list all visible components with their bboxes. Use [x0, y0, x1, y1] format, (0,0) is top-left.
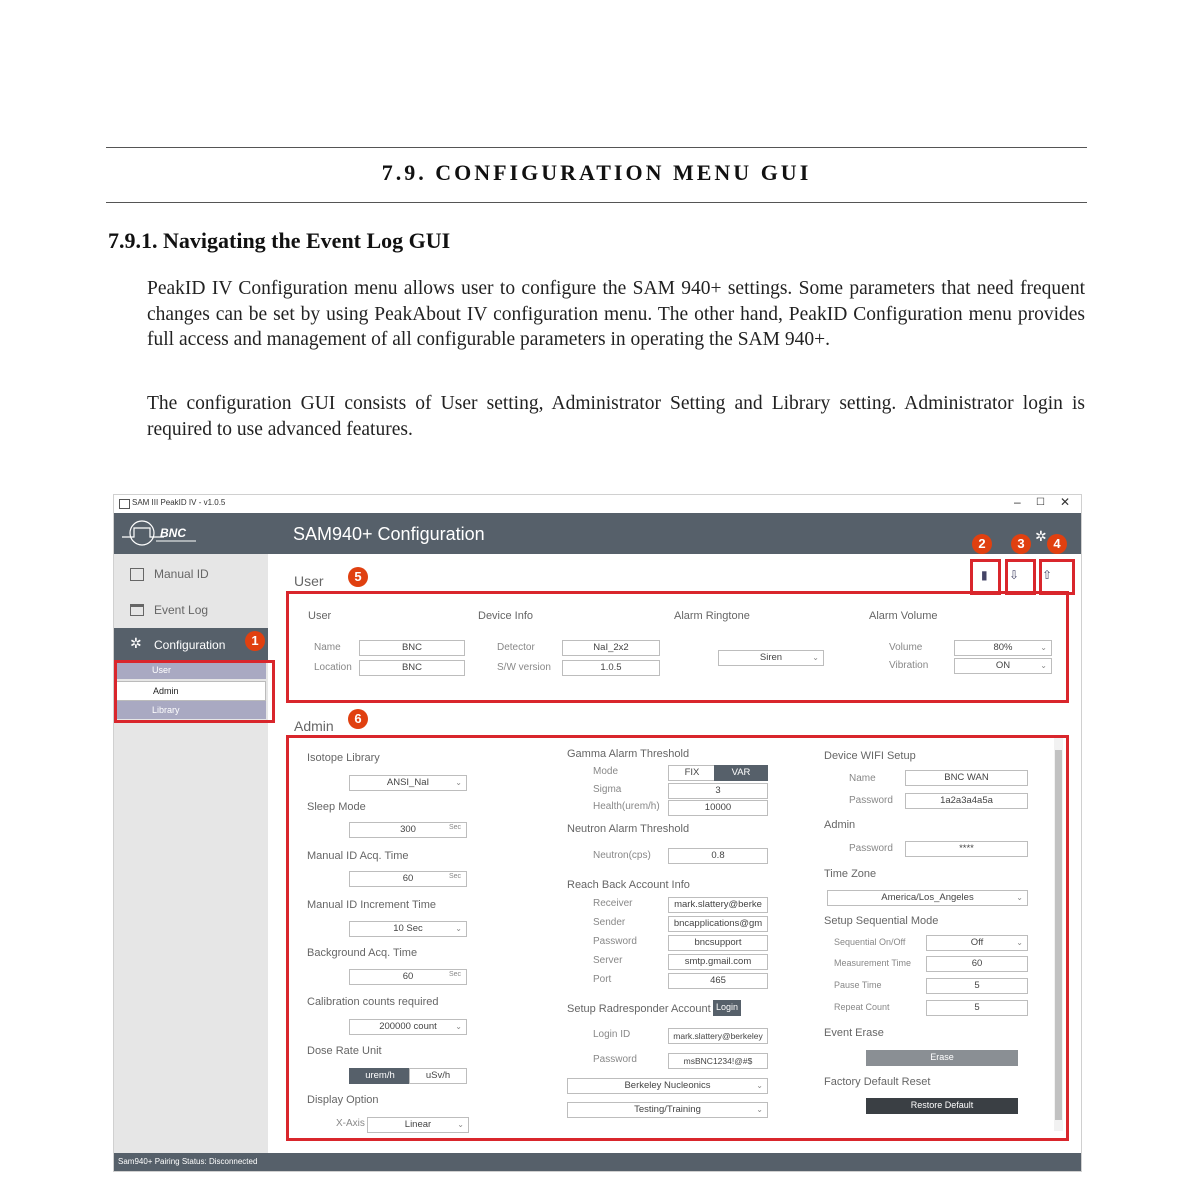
server-field[interactable]: smtp.gmail.com — [668, 954, 768, 970]
sw-version-label: S/W version — [497, 662, 551, 673]
chevron-down-icon: ⌄ — [1040, 643, 1047, 652]
sidebar — [114, 513, 268, 1153]
chevron-down-icon: ⌄ — [1016, 938, 1023, 947]
mode-fix-button[interactable]: FIX — [668, 765, 716, 781]
radresponder-password-label: Password — [593, 1054, 637, 1065]
wifi-name-label: Name — [849, 773, 876, 784]
usb-icon[interactable]: ▮ — [981, 568, 988, 582]
highlight-submenu — [114, 660, 275, 723]
sequential-onoff-value: Off — [970, 937, 984, 948]
detector-field: NaI_2x2 — [562, 640, 660, 656]
neutron-threshold-label: Neutron Alarm Threshold — [567, 823, 690, 835]
wifi-password-field[interactable]: 1a2a3a4a5a — [905, 793, 1028, 809]
pairing-status: Sam940+ Pairing Status: Disconnected — [118, 1157, 258, 1166]
window-title: SAM III PeakID IV - v1.0.5 — [132, 498, 226, 507]
highlight-upload — [1039, 559, 1075, 595]
badge-1: 1 — [245, 631, 265, 651]
device-info-heading: Device Info — [478, 610, 534, 622]
title-bar — [114, 495, 1081, 513]
maximize-button[interactable]: ☐ — [1036, 497, 1045, 508]
port-label: Port — [593, 974, 612, 985]
manual-inc-label: Manual ID Increment Time — [307, 899, 436, 911]
radresponder-password-field[interactable]: msBNC1234!@#$ — [668, 1053, 768, 1069]
measurement-time-field[interactable]: 60 — [926, 956, 1028, 972]
paragraph-gui: The configuration GUI consists of User setting, Administrator Setting and Library setting. Administrator login is required to use advanced features. — [147, 393, 1085, 440]
port-field[interactable]: 465 — [668, 973, 768, 989]
minimize-button[interactable]: – — [1014, 495, 1021, 509]
status-bar — [114, 1153, 1081, 1171]
health-label: Health(urem/h) — [593, 801, 660, 812]
sigma-field[interactable]: 3 — [668, 783, 768, 799]
logo-text: BNC — [160, 526, 186, 540]
unit-label: Sec — [448, 873, 461, 880]
user-location-field[interactable]: BNC — [359, 660, 465, 676]
badge-3: 3 — [1011, 534, 1031, 554]
manual-acq-label: Manual ID Acq. Time — [307, 850, 409, 862]
measurement-time-label: Measurement Time — [834, 958, 912, 968]
close-button[interactable]: ✕ — [1060, 495, 1071, 509]
dose-unit-usv-button[interactable]: uSv/h — [409, 1068, 467, 1084]
sender-label: Sender — [593, 917, 626, 928]
upload-config-icon[interactable]: ⇧ — [1042, 568, 1053, 582]
erase-button[interactable]: Erase — [866, 1050, 1018, 1066]
sidebar-item-label: Configuration — [154, 638, 226, 652]
server-label: Server — [593, 955, 623, 966]
radresponder-login-button[interactable]: Login — [713, 1000, 741, 1016]
calibration-value: 200000 count — [379, 1021, 437, 1032]
sender-field[interactable]: bncapplications@gm — [668, 916, 768, 932]
user-name-field[interactable]: BNC — [359, 640, 465, 656]
receiver-label: Receiver — [593, 898, 633, 909]
settings-gear-icon[interactable]: ✲ — [1035, 528, 1047, 544]
location-label: Location — [314, 662, 352, 673]
bg-acq-value: 60 — [402, 971, 414, 982]
badge-5: 5 — [348, 567, 368, 587]
badge-2: 2 — [972, 534, 992, 554]
detector-label: Detector — [497, 642, 535, 653]
mode-value: Testing/Training — [634, 1104, 701, 1115]
admin-password-label: Password — [849, 843, 893, 854]
isotope-library-value: ANSI_NaI — [386, 777, 430, 788]
calibration-label: Calibration counts required — [307, 996, 439, 1008]
chevron-down-icon: ⌄ — [457, 1120, 464, 1129]
chevron-down-icon: ⌄ — [455, 1022, 462, 1031]
subnav-library-label: Library — [152, 705, 180, 715]
header-title: SAM940+ Configuration — [293, 524, 485, 544]
receiver-field[interactable]: mark.slattery@berke — [668, 897, 768, 913]
factory-reset-label: Factory Default Reset — [824, 1076, 931, 1088]
app-window — [113, 494, 1082, 1172]
wifi-password-label: Password — [849, 795, 893, 806]
alarm-ringtone-heading: Alarm Ringtone — [674, 610, 750, 622]
ringtone-value: Siren — [759, 652, 783, 663]
organization-value: Berkeley Nucleonics — [624, 1080, 711, 1091]
subsection-title: 7.9.1. Navigating the Event Log GUI — [108, 228, 451, 253]
display-option-label: Display Option — [307, 1094, 379, 1106]
admin-section-title: Admin — [294, 718, 334, 734]
sequential-label: Setup Sequential Mode — [824, 915, 939, 927]
volume-value: 80% — [993, 642, 1013, 653]
wifi-setup-label: Device WIFI Setup — [824, 750, 916, 762]
event-erase-label: Event Erase — [824, 1027, 884, 1039]
reachback-password-label: Password — [593, 936, 637, 947]
wifi-name-field[interactable]: BNC WAN — [905, 770, 1028, 786]
manual-inc-value: 10 Sec — [393, 923, 423, 934]
chevron-down-icon: ⌄ — [756, 1105, 763, 1114]
chevron-down-icon: ⌄ — [1040, 661, 1047, 670]
repeat-count-field[interactable]: 5 — [926, 1000, 1028, 1016]
vibration-label: Vibration — [889, 660, 929, 671]
section-title: 7.9. CONFIGURATION MENU GUI — [381, 160, 812, 185]
radresponder-label: Setup Radresponder Account — [567, 1003, 711, 1015]
mode-label: Mode — [593, 766, 619, 777]
chevron-down-icon: ⌄ — [1016, 893, 1023, 902]
pause-time-field[interactable]: 5 — [926, 978, 1028, 994]
logo-area — [114, 513, 268, 554]
sidebar-item-manual-id[interactable] — [114, 557, 268, 591]
isotope-library-label: Isotope Library — [307, 752, 380, 764]
reachback-password-field[interactable]: bncsupport — [668, 935, 768, 951]
app-header — [268, 513, 1081, 554]
sidebar-item-label: Event Log — [154, 603, 209, 617]
gear-icon: ✲ — [130, 635, 142, 651]
sidebar-item-event-log[interactable] — [114, 593, 268, 627]
volume-label: Volume — [889, 642, 923, 653]
paragraph-intro: PeakID IV Configuration menu allows user to configure the SAM 940+ settings. Some parameters that need frequent changes can be set by using PeakAbout IV configuration menu. The other hand, PeakID Configuration menu provides full access and management of all configurable parameters in operating the SAM 940+. — [147, 278, 1085, 350]
highlight-usb — [970, 559, 1001, 595]
manual-acq-value: 60 — [402, 873, 414, 884]
dose-unit-urem-button[interactable]: urem/h — [349, 1068, 411, 1084]
admin-password-field[interactable]: **** — [905, 841, 1028, 857]
vibration-value: ON — [995, 660, 1011, 671]
badge-6: 6 — [348, 709, 368, 729]
bottom-rule — [106, 202, 1087, 203]
user-section-title: User — [294, 573, 324, 589]
unit-label: Sec — [448, 971, 461, 978]
dose-unit-label: Dose Rate Unit — [307, 1045, 382, 1057]
sleep-mode-value: 300 — [400, 824, 416, 835]
sigma-label: Sigma — [593, 784, 622, 795]
neutron-cps-field[interactable]: 0.8 — [668, 848, 768, 864]
top-rule — [106, 147, 1087, 148]
manual-id-icon — [130, 568, 144, 581]
name-label: Name — [314, 642, 341, 653]
gamma-threshold-label: Gamma Alarm Threshold — [567, 748, 690, 760]
calendar-icon — [130, 604, 144, 616]
alarm-volume-heading: Alarm Volume — [869, 610, 938, 622]
highlight-user-section — [286, 591, 1069, 703]
badge-4: 4 — [1047, 534, 1067, 554]
highlight-admin-section — [286, 735, 1069, 1141]
chevron-down-icon: ⌄ — [812, 653, 819, 662]
download-config-icon[interactable]: ⇩ — [1009, 568, 1020, 582]
repeat-count-label: Repeat Count — [834, 1002, 890, 1012]
login-id-label: Login ID — [593, 1029, 631, 1040]
neutron-cps-label: Neutron(cps) — [593, 850, 651, 861]
timezone-value: America/Los_Angeles — [881, 892, 974, 903]
login-id-field[interactable]: mark.slattery@berkeley — [668, 1028, 768, 1044]
mode-var-button[interactable]: VAR — [714, 765, 768, 781]
sequential-onoff-label: Sequential On/Off — [834, 937, 906, 947]
highlight-download — [1005, 559, 1036, 595]
health-field[interactable]: 10000 — [668, 800, 768, 816]
chevron-down-icon: ⌄ — [455, 778, 462, 787]
subnav-admin-label: Admin — [153, 686, 179, 696]
sleep-mode-label: Sleep Mode — [307, 801, 366, 813]
xaxis-label: X-Axis — [336, 1118, 365, 1129]
xaxis-value: Linear — [404, 1119, 432, 1130]
restore-default-button[interactable]: Restore Default — [866, 1098, 1018, 1114]
bg-acq-label: Background Acq. Time — [307, 947, 418, 959]
admin-label: Admin — [824, 819, 856, 831]
sw-version-field: 1.0.5 — [562, 660, 660, 676]
timezone-label: Time Zone — [824, 868, 877, 880]
sidebar-item-label: Manual ID — [154, 567, 209, 581]
chevron-down-icon: ⌄ — [756, 1081, 763, 1090]
unit-label: Sec — [448, 824, 461, 831]
app-icon — [119, 499, 130, 509]
reachback-label: Reach Back Account Info — [567, 879, 690, 891]
bnc-logo — [120, 519, 204, 547]
subnav-user-label: User — [152, 665, 172, 675]
chevron-down-icon: ⌄ — [455, 924, 462, 933]
pause-time-label: Pause Time — [834, 980, 882, 990]
user-heading: User — [308, 610, 332, 622]
